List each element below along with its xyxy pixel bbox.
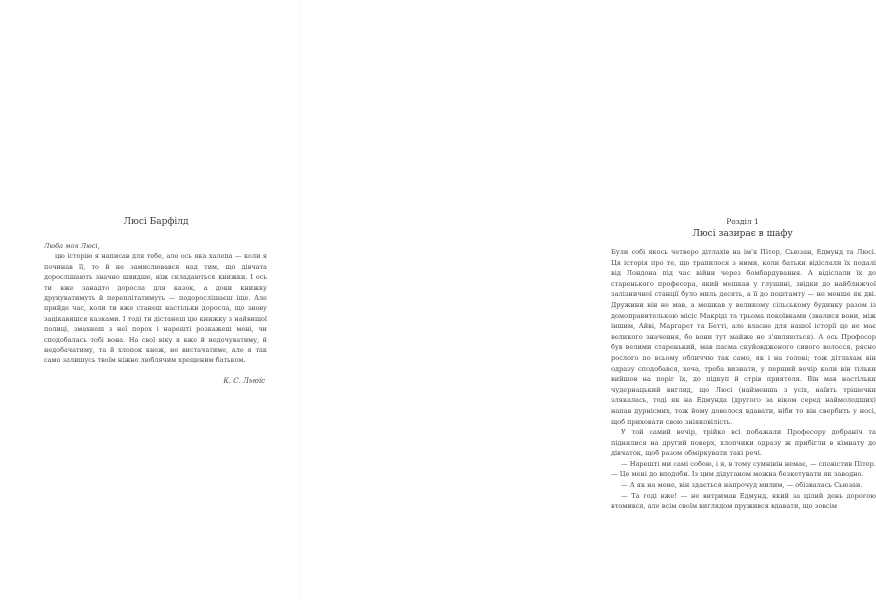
chapter-paragraph: Були собі якось четверо дітлахів на ім'я Пітер, Сьюзан, Едмунд та Люсі. Ця історія про те, що трапилося з ними, коли батьки відіслали їх подалі від Лондона під час війни через бомбардування. А відіслали їх до старенького професора, який мешкав у глушині, звідки до найближчої залізничної станції було миль десять, а її до поштамту — не менше як дві. Дружини він не мав, а мешкав у великому сільському будинку разом із домоправителькою місіс Макріді та трьома покоївками (звалися вони, між іншим, Айві, Маргарет та Бетті, але власне для нашої історії це не має великого значення, бо вони тут майже не з'являються). А ось Професор був велими старенький, мав пасма скуйовдженого сивого волосся, рясно рослого по всьому обличчю так само, як і на голові; тож дітлахам він одразу сподобався, хоча, треба визнати, у перший вечір коли він тільки вийшов на поріг їх, до підкуп й стрів приятеля. Він мав настільки чудернацький вигляд, що Люсі (найменша з усіх, наївть трішечки злякалась, тоді як на Едмунда (другого за віком серед наймолодших) напав дурнісмих, тож йому довелося вдавати, ніби то він свербить у носі, щоб приховати свою зніяковілість.: [611, 248, 876, 426]
dedication-heading: Люсі Барфілд: [123, 217, 189, 227]
chapter-paragraph: — Та годі вже! — не витримав Едмунд, який за цілий день дорогою втомився, але всім своїм виглядом пружився вдавати, що зовсім: [611, 491, 876, 511]
chapter-title: Люсі зазирає в шафу: [692, 229, 793, 239]
dedication-body: [44, 241, 267, 366]
chapter-page: [300, 0, 876, 600]
chapter-paragraph: У той самий вечір, трійко всі побажали Професору добраніч та піднялися на другий поверх, хлопчики одразу ж прибігли в кімнату до дівчаток, щоб разом обміркувати такі речі.: [611, 428, 876, 458]
chapter-paragraph: — А як на мене, він здається напрочуд милим, — обізвалась Сьюзан.: [621, 481, 863, 490]
dedication-signature: К. С. Льюїс: [223, 377, 265, 385]
chapter-number: Розділ 1: [726, 217, 759, 226]
chapter-body: [611, 247, 876, 512]
dedication-greeting: Люба моя Люсі,: [44, 242, 100, 250]
dedication-text: цю історію я написав для тебе, але ось яка халепа — коли я починав її, то й не замислювався над тим, що дівчата дорослішають значно швидше, ніж складаються книжки. І ось ти вже занадто доросла для казок, а доки книжку друкуватимуть й переплітатимуть — подорослішаєш іще. Але прийде час, коли ти вже станеш настільки доросла, що знову зацікавишся казками. І тоді ти дістанеш цю книжку з найвищої полиці, змахнеш з неї порох і нарешті розкажеш мені, чи сподобалась тобі вона. На cвої віку я вже й недочуватиму, й недобачатиму, та й хлопок кнеж, не вистачатиме, але я так само залишусь твоїм ніжно люблячим хрещеним батьком.: [44, 252, 267, 365]
dedication-page: [0, 0, 300, 600]
chapter-paragraph: — Нарешті ми самі собою, і я, в тому сумнівін немає, — сповістив Пітер. — Це мені до вподоби. Із цим дідуганом можна безкетувати як заводно.: [611, 459, 876, 479]
